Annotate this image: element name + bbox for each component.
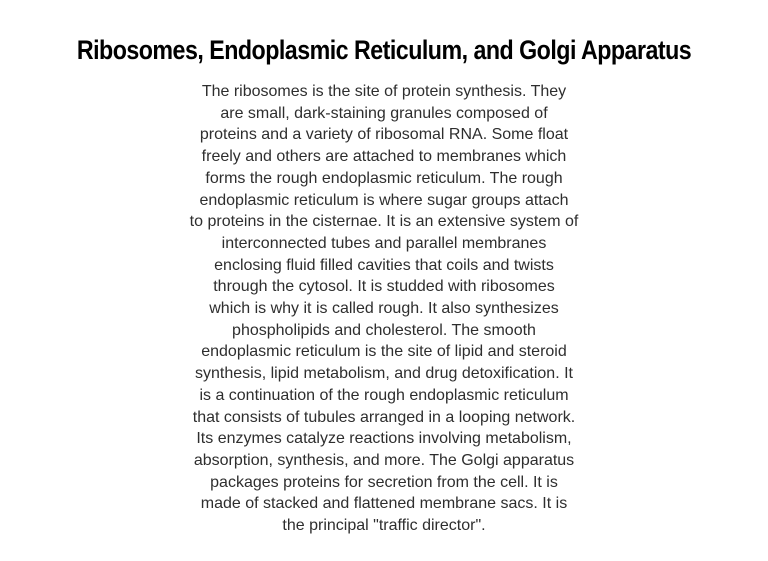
body-line: which is why it is called rough. It also synthesizes [209,300,559,318]
body-line: phospholipids and cholesterol. The smooth [232,321,536,339]
body-line: Its enzymes catalyze reactions involving metabolism, [196,430,572,448]
body-line: endoplasmic reticulum is where sugar groups attach [199,191,569,209]
body-line: forms the rough endoplasmic reticulum. The rough [205,169,563,187]
body-line: synthesis, lipid metabolism, and drug detoxification. It [195,365,573,383]
body-line: freely and others are attached to membranes which [201,148,567,166]
body-line: absorption, synthesis, and more. The Golgi apparatus [193,451,575,469]
body-line: endoplasmic reticulum is the site of lipid and steroid [201,343,567,361]
body-line: the principal "traffic director". [282,517,486,535]
slide-title: Ribosomes, Endoplasmic Reticulum, and Golgi Apparatus [76,35,692,65]
body-line: made of stacked and flattened membrane sacs. It is [200,495,568,513]
body-line: enclosing fluid filled cavities that coils and twists [214,256,554,274]
body-line: interconnected tubes and parallel membranes [221,234,547,252]
body-line: The ribosomes is the site of protein synthesis. They [201,83,567,100]
body-line: packages proteins for secretion from the cell. It is [210,473,558,491]
body-line: is a continuation of the rough endoplasmic reticulum [199,386,569,404]
body-line: are small, dark-staining granules composed of [220,104,548,122]
body-paragraph [150,81,618,537]
body-line: proteins and a variety of ribosomal RNA. Some float [199,126,569,144]
body-line: to proteins in the cisternae. It is an extensive system of [189,213,579,231]
body-line: through the cytosol. It is studded with ribosomes [213,278,555,296]
body-line: that consists of tubules arranged in a looping network. [192,408,576,426]
